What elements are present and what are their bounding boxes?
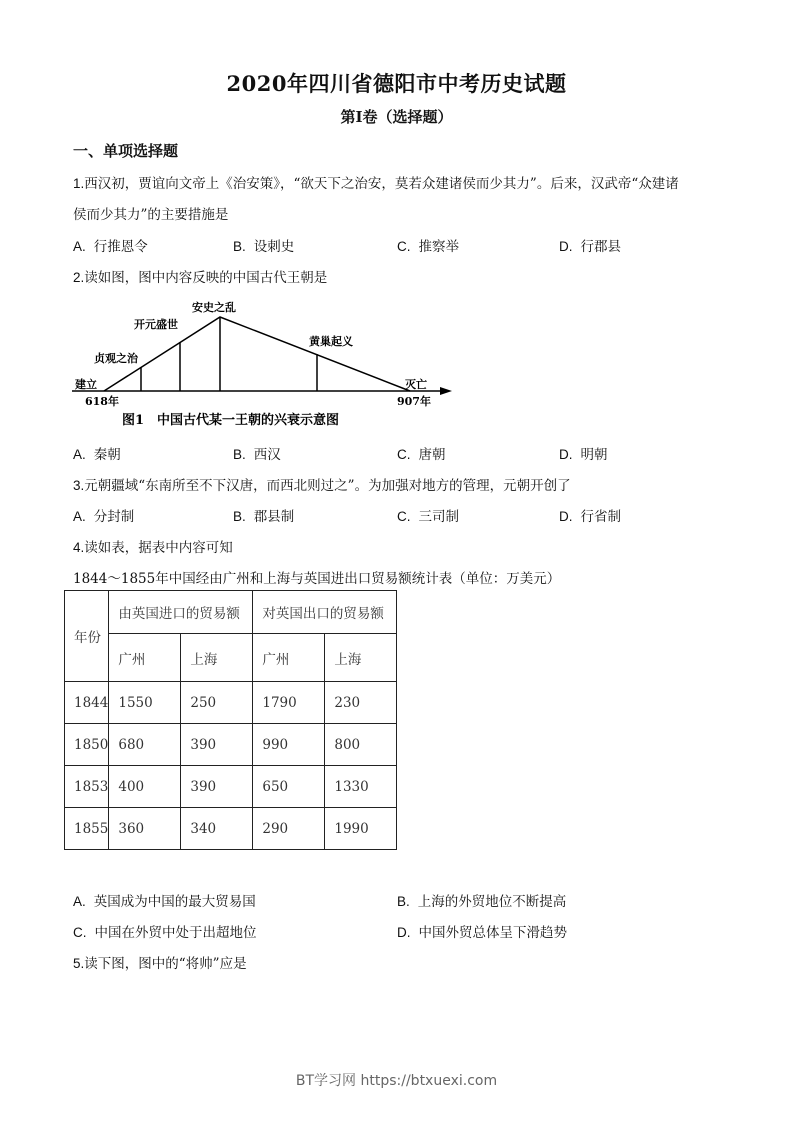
table-caption: 1844～1855年中国经由广州和上海与英国进出口贸易额统计表（单位：万美元） (73, 571, 561, 587)
question-3-text (73, 474, 571, 494)
q2-option-c[interactable]: C. 唐朝 (397, 447, 446, 463)
question-2-text (73, 266, 327, 286)
q1-option-c[interactable]: C. 推察举 (397, 239, 459, 255)
sub-header: 广州 (109, 634, 181, 682)
question-stem: 读下图，图中的“将帅”应是 (84, 956, 247, 972)
footer-watermark[interactable]: BT学习网 https://btxuexi.com (295, 1073, 498, 1089)
q2-option-a[interactable]: A. 秦朝 (73, 447, 121, 463)
q1-option-d[interactable]: D. 行郡县 (559, 239, 621, 255)
question-stem: 元朝疆域“东南所至不下汉唐，而西北则过之”。为加强对地方的管理，元朝开创了 (84, 478, 571, 494)
figure-caption: 图1 中国古代某一王朝的兴衰示意图 (122, 413, 340, 428)
dynasty-rise-fall-diagram (72, 296, 462, 436)
question-5-text (73, 952, 247, 972)
question-number: 4. (73, 540, 85, 555)
event-label: 安史之乱 (192, 301, 236, 314)
question-number: 3. (73, 478, 85, 493)
q4-option-a[interactable]: A. 英国成为中国的最大贸易国 (73, 894, 256, 910)
q1-option-a[interactable]: A. 行推恩令 (73, 239, 148, 255)
table-row: 1853 400 390 650 1330 (65, 766, 397, 808)
table-row: 1855 360 340 290 1990 (65, 808, 397, 850)
section-heading: 一、单项选择题 (73, 142, 179, 160)
q1-option-b[interactable]: B. 设刺史 (233, 239, 295, 255)
q4-option-b[interactable]: B. 上海的外贸地位不断提高 (397, 894, 567, 910)
q3-option-d[interactable]: D. 行省制 (559, 509, 621, 525)
q3-option-c[interactable]: C. 三司制 (397, 509, 459, 525)
year-header: 年份 (65, 591, 109, 682)
start-label: 建立 (75, 378, 97, 391)
question-number: 2. (73, 270, 85, 285)
event-label: 黄巢起义 (309, 335, 353, 348)
q3-option-a[interactable]: A. 分封制 (73, 509, 135, 525)
end-year: 907年 (397, 395, 431, 408)
trade-table (64, 590, 397, 850)
sub-header: 广州 (253, 634, 325, 682)
table-row: 1844 1550 250 1790 230 (65, 682, 397, 724)
event-label: 开元盛世 (134, 318, 178, 331)
question-1-text (73, 172, 679, 192)
q2-option-b[interactable]: B. 西汉 (233, 447, 281, 463)
sub-header: 上海 (325, 634, 397, 682)
question-stem: 读如表，据表中内容可知 (84, 540, 233, 556)
question-4-text (73, 536, 233, 556)
q4-option-d[interactable]: D. 中国外贸总体呈下滑趋势 (397, 925, 567, 941)
event-label: 贞观之治 (94, 352, 138, 365)
q4-option-c[interactable]: C. 中国在外贸中处于出超地位 (73, 925, 257, 941)
start-year: 618年 (85, 395, 119, 408)
table-row: 1850 680 390 990 800 (65, 724, 397, 766)
question-1-text-cont: 侯而少其力”的主要措施是 (73, 207, 229, 223)
end-label: 灭亡 (405, 378, 427, 391)
import-group-header: 由英国进口的贸易额 (109, 591, 253, 634)
q2-option-d[interactable]: D. 明朝 (559, 447, 608, 463)
question-number: 5. (73, 956, 85, 971)
page-title: 2020年四川省德阳市中考历史试题 (226, 71, 567, 96)
q3-option-b[interactable]: B. 郡县制 (233, 509, 295, 525)
export-group-header: 对英国出口的贸易额 (253, 591, 397, 634)
question-number: 1. (73, 176, 85, 191)
sub-header: 上海 (181, 634, 253, 682)
question-stem: 读如图，图中内容反映的中国古代王朝是 (84, 270, 328, 286)
page-subtitle: 第Ⅰ卷（选择题） (340, 108, 453, 126)
question-stem-line1: 西汉初，贾谊向文帝上《治安策》，“欲天下之治安，莫若众建诸侯而少其力”。后来，汉武帝“众建诸 (84, 176, 679, 192)
